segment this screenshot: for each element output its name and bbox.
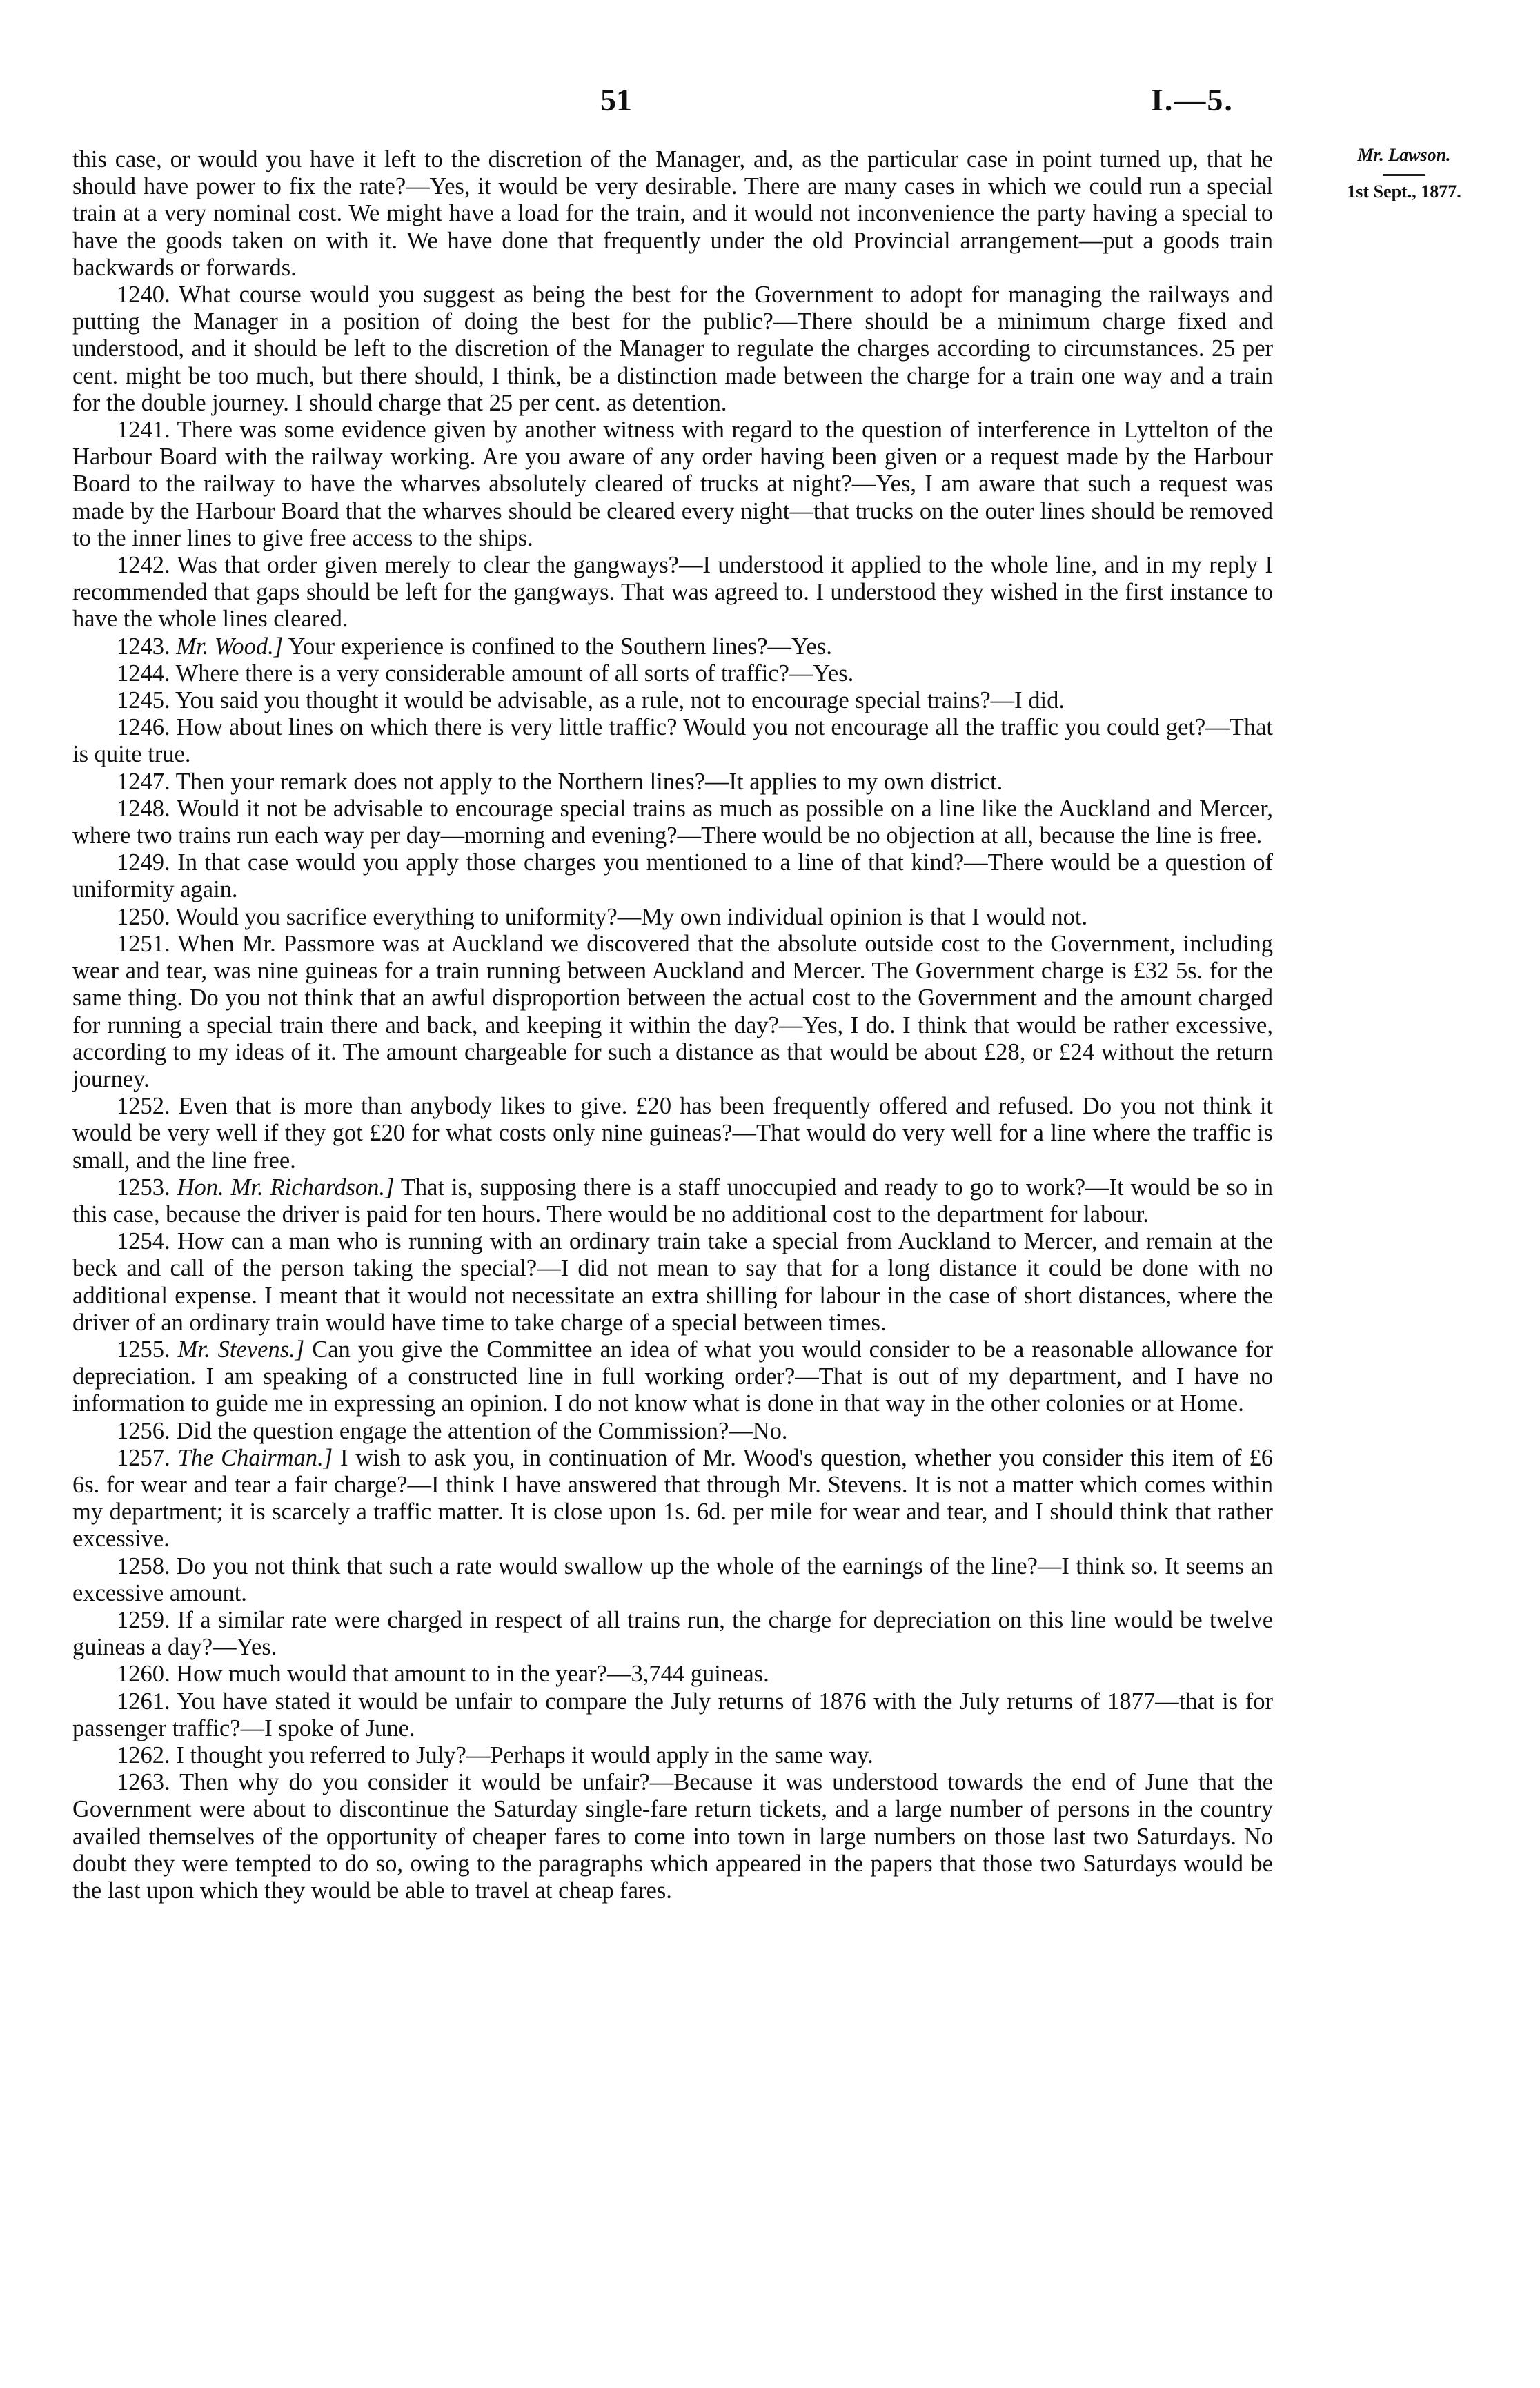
margin-rule [1383,174,1425,176]
paragraph-text: There was some evidence given by another witness with regard to the question of interference in Lyttelton of the Harbour Board with the railway working. Are you aware of any order having been given or a request made by the Harbour Board to the railway to have the wharves absolutely cleared of trucks at night?—Yes, I am aware that such a request was made by the Harbour Board that the wharves should be cleared every night—that trucks on the outer lines should be removed to the inner lines to give free access to the ships. [72,417,1273,551]
question-number: 1248. [117,795,170,822]
paragraph-text: this case, or would you have it left to the discretion of the Manager, and, as the particular case in point turned up, that he should have power to fix the rate?—Yes, it would be very desirable. There are many cases in which we could run a special train at a very nominal cost. We might have a load for the train, and it would not inconvenience the party having a special to have the goods taken on with it. We have done that frequently under the old Provincial arrangement—put a goods train backwards or forwards. [72,146,1273,281]
paragraph-text: That is, supposing there is a staff unoccupied and ready to go to work?—It would be so in this case, because the driver is paid for ten hours. There would be no additional cost to the department for labour. [72,1174,1274,1227]
speaker-name: Hon. Mr. Richardson.] [177,1174,395,1201]
testimony-body [72,146,1273,1904]
question-number: 1258. [117,1552,170,1579]
paragraph-text: In that case would you apply those charges you mentioned to a line of that kind?—There would be a question of uniformity again. [72,849,1274,903]
paragraph-text: How about lines on which there is very little traffic? Would you not encourage all the traffic you could get?—That is quite true. [72,714,1274,768]
question-number: 1249. [117,849,170,876]
testimony-paragraph [72,796,1273,849]
testimony-paragraph [72,1093,1273,1174]
question-number: 1244. [117,660,170,687]
paragraph-text: Where there is a very considerable amount of all sorts of traffic?—Yes. [175,660,854,687]
paragraph-text: When Mr. Passmore was at Auckland we discovered that the absolute outside cost to the Government, including wear and tear, was nine guineas for a train running between Auckland and Mercer. The Government charge is £32 5s. for the same thing. Do you not think that an awful disproportion between the actual cost to the Government and the amount charged for running a special train there and back, and keeping it within the day?—Yes, I do. I think that would be rather excessive, according to my ideas of it. The amount chargeable for such a distance as that would be about £28, or £24 without the return journey. [72,930,1273,1092]
speaker-name: The Chairman.] [177,1444,333,1471]
question-number: 1255. [117,1336,170,1363]
paragraph-text: Was that order given merely to clear the gangways?—I understood it applied to the whole line, and in my reply I recommended that gaps should be left for the gangways. That was agreed to. I understood they wished in the first instance to have the whole lines cleared. [72,552,1273,633]
question-number: 1257. [117,1444,170,1471]
paragraph-text: Your experience is confined to the Southern lines?—Yes. [288,633,832,660]
paragraph-text: You have stated it would be unfair to compare the July returns of 1876 with the July returns of 1877—that is for passenger traffic?—I spoke of June. [72,1688,1273,1741]
paragraph-text: I thought you referred to July?—Perhaps it would apply in the same way. [176,1741,873,1768]
question-number: 1256. [117,1417,170,1444]
witness-name: Mr. Lawson. [1357,145,1451,165]
paragraph-text: What course would you suggest as being the best for the Government to adopt for managing the railways and putting the Manager in a position of doing the best for the public?—There should be a minimum charge fixed and understood, and it should be left to the discretion of the Manager to regulate the charges according to circumstances. 25 per cent. might be too much, but there should, I think, be a distinction made between the charge for a train one way and a train for the double journey. I should charge that 25 per cent. as detention. [72,282,1273,416]
page-number: 51 [600,82,632,117]
question-number: 1240. [117,282,170,308]
testimony-paragraph [72,931,1273,1093]
paragraph-text: Do you not think that such a rate would swallow up the whole of the earnings of the line?—I think so. It seems an excessive amount. [72,1552,1274,1606]
question-number: 1253. [117,1174,170,1201]
testimony-paragraph [72,714,1273,768]
page-reference: I.—5. [1151,82,1234,117]
testimony-paragraph [72,1688,1273,1742]
testimony-paragraph [72,282,1273,417]
paragraph-text: Then your remark does not apply to the Northern lines?—It applies to my own district. [175,768,1003,795]
paragraph-text: Did the question engage the attention of the Commission?—No. [176,1417,788,1444]
testimony-paragraph [72,1174,1273,1228]
paragraph-text: Would you sacrifice everything to uniformity?—My own individual opinion is that I would not. [175,903,1088,930]
testimony-paragraph [72,633,1273,660]
question-number: 1243. [117,633,170,660]
testimony-paragraph [72,146,1273,282]
testimony-paragraph [72,1742,1273,1769]
page-header [0,81,1540,130]
paragraph-text: If a similar rate were charged in respect of all trains run, the charge for depreciation on this line would be twelve guineas a day?—Yes. [72,1606,1274,1661]
question-number: 1247. [117,768,170,795]
margin-note [1301,145,1508,202]
testimony-paragraph [72,1661,1273,1688]
paragraph-text: How much would that amount to in the year?—3,744 guineas. [176,1661,769,1688]
testimony-paragraph [72,1607,1273,1661]
testimony-paragraph [72,552,1273,633]
speaker-name: Mr. Stevens.] [177,1336,305,1363]
paragraph-text: You said you thought it would be advisable, as a rule, not to encourage special trains?—I did. [175,687,1065,714]
question-number: 1250. [117,903,170,930]
question-number: 1242. [117,552,170,579]
hearing-date: 1st Sept., 1877. [1347,181,1461,201]
paragraph-text: Can you give the Committee an idea of what you would consider to be a reasonable allowance for depreciation. I am speaking of a constructed line in full working order?—That is out of my department, and I have no information to guide me in expressing an opinion. I do not know what is done in that way in the other colonies or at Home. [72,1336,1274,1417]
question-number: 1245. [117,687,170,714]
testimony-paragraph [72,1228,1273,1336]
question-number: 1260. [117,1661,170,1688]
paragraph-text: Even that is more than anybody likes to give. £20 has been frequently offered and refused. Do you not think it would be very well if they got £20 for what costs only nine guineas?—That would do very well for a line where the traffic is small, and the line free. [72,1093,1273,1174]
paragraph-text: How can a man who is running with an ordinary train take a special from Auckland to Mercer, and remain at the beck and call of the person taking the special?—I did not mean to say that for a long distance it could be done with no additional expense. I meant that it would not necessitate an extra shilling for labour in the case of short distances, where the driver of an ordinary train would have time to take charge of a special between times. [72,1228,1273,1336]
question-number: 1246. [117,714,170,741]
question-number: 1263. [117,1769,170,1796]
question-number: 1241. [117,417,170,444]
testimony-paragraph [72,1445,1273,1553]
question-number: 1252. [117,1093,170,1120]
question-number: 1251. [117,930,170,957]
speaker-name: Mr. Wood.] [176,633,284,660]
testimony-paragraph [72,1553,1273,1607]
question-number: 1261. [117,1688,170,1715]
paragraph-text: Then why do you consider it would be unfair?—Because it was understood towards the end of June that the Government were about to discontinue the Saturday single-fare return tickets, and a large number of persons in the country availed themselves of the opportunity of cheaper fares to come into town in large numbers on those last two Saturdays. No doubt they were tempted to do so, owing to the paragraphs which appeared in the papers that those two Saturdays would be the last upon which they would be able to travel at cheap fares. [72,1769,1273,1904]
question-number: 1259. [117,1606,170,1633]
question-number: 1254. [117,1228,170,1255]
testimony-paragraph [72,769,1273,796]
testimony-paragraph [72,1769,1273,1904]
testimony-paragraph [72,1336,1273,1418]
question-number: 1262. [117,1741,170,1768]
testimony-paragraph [72,417,1273,552]
testimony-paragraph [72,849,1273,903]
testimony-paragraph [72,660,1273,687]
paragraph-text: Would it not be advisable to encourage special trains as much as possible on a line like the Auckland and Mercer, where two trains run each way per day—morning and evening?—There would be no objection at all, because the line is free. [72,795,1273,849]
testimony-paragraph [72,687,1273,714]
testimony-paragraph [72,1418,1273,1445]
paragraph-text: I wish to ask you, in continuation of Mr. Wood's question, whether you consider this item of £6 6s. for wear and tear a fair charge?—I think I have answered that through Mr. Stevens. It is not a matter which comes within my department; it is scarcely a traffic matter. It is close upon 1s. 6d. per mile for wear and tear, and I should think that rather excessive. [72,1444,1274,1552]
testimony-paragraph [72,904,1273,931]
